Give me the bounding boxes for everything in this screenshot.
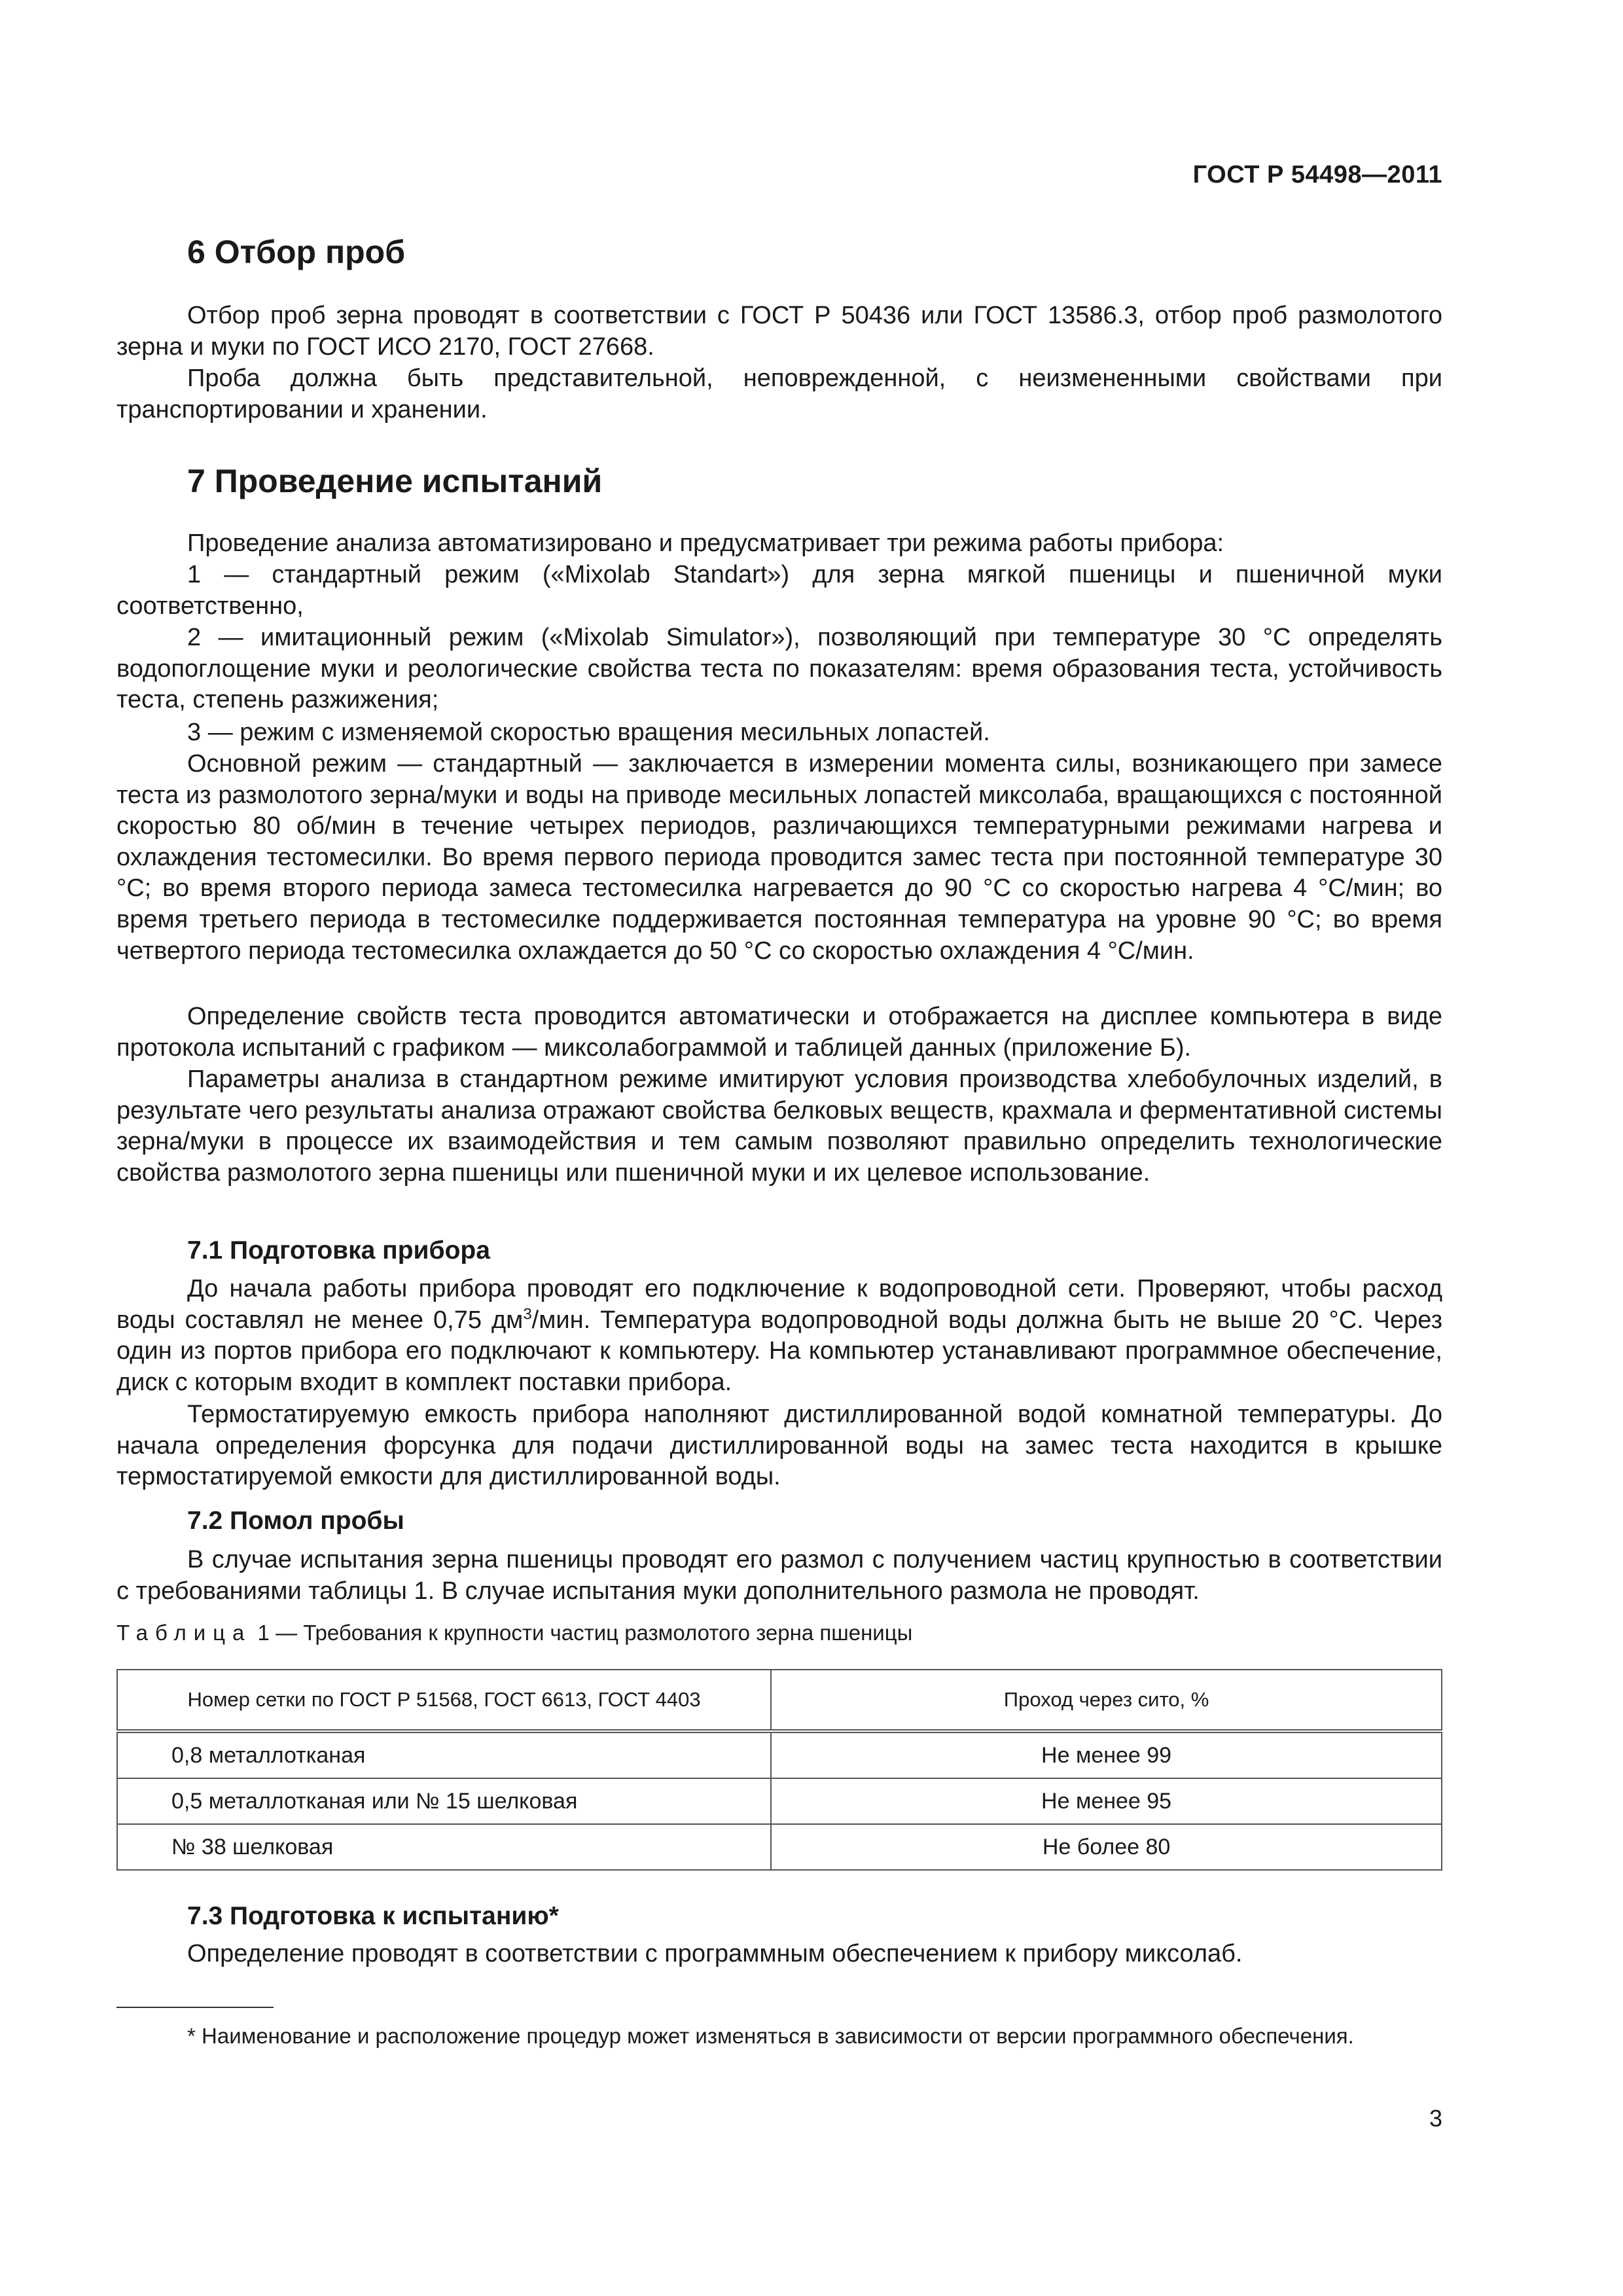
section-6-title: 6 Отбор проб <box>187 234 406 270</box>
section-7-paragraph-5: Основной режим — стандартный — заключается в измерении момента силы, возникающего при замесе теста из размолотого зерна/муки и воды на приводе месильных лопастей миксолаба, вращающихся с постоянной скоростью 80 об/мин в течение четырех периодов, различающихся температурными режимами нагрева и охлаждения тестомесилки. Во время первого периода проводится замес теста при постоянной температуре 30 °С; во время второго периода замеса тестомесилка нагревается до 90 °С со скоростью нагрева 4 °С/мин; во время третьего периода в тестомесилке поддерживается постоянная температура на уровне 90 °С; во время четвертого периода тестомесилка охлаждается до 50 °С со скоростью охлаждения 4 °С/мин. <box>116 750 1442 965</box>
table-cell-pass: Не более 80 <box>771 1824 1442 1870</box>
table-row <box>117 1778 1442 1824</box>
section-7-2-title: 7.2 Помол пробы <box>187 1507 404 1535</box>
section-7-3-title: 7.3 Подготовка к испытанию* <box>187 1902 559 1930</box>
table-cell-mesh: 0,5 металлотканая или № 15 шелковая <box>117 1778 771 1824</box>
section-7-paragraph-4: 3 — режим с изменяемой скоростью вращения месильных лопастей. <box>187 719 990 746</box>
document-code: ГОСТ Р 54498—2011 <box>1192 161 1442 188</box>
section-7-2-paragraph-1: В случае испытания зерна пшеницы проводят его размол с получением частиц крупностью в соответствии с требованиями таблицы 1. В случае испытания муки дополнительного размола не проводят. <box>116 1546 1442 1605</box>
section-7-3-paragraph-1: Определение проводят в соответствии с программным обеспечением к прибору миксолаб. <box>187 1940 1243 1967</box>
table-row <box>117 1824 1442 1870</box>
section-6-paragraph-1: Отбор проб зерна проводят в соответствии с ГОСТ Р 50436 или ГОСТ 13586.3, отбор проб размолотого зерна и муки по ГОСТ ИСО 2170, ГОСТ 27668. <box>116 302 1442 361</box>
footnote-divider <box>116 2007 274 2008</box>
table-header-sieve-pass: Проход через сито, % <box>771 1670 1442 1731</box>
table-cell-mesh: № 38 шелковая <box>117 1824 771 1870</box>
document-page <box>116 0 1442 2296</box>
table-header-row <box>117 1670 1442 1731</box>
section-6-paragraph-2: Проба должна быть представительной, неповрежденной, с неизмененными свойствами при транспортировании и хранении. <box>116 365 1442 423</box>
section-7-paragraph-2: 1 — стандартный режим («Mixolab Standart») для зерна мягкой пшеницы и пшеничной муки соответственно, <box>116 561 1442 620</box>
section-7-1-paragraph-2: Термостатируемую емкость прибора наполняют дистиллированной водой комнатной температуры. До начала определения форсунка для подачи дистиллированной воды на замес теста находится в крышке термостатируемой емкости для дистиллированной воды. <box>116 1401 1442 1491</box>
page-number: 3 <box>1429 2105 1442 2132</box>
footnote: * Наименование и расположение процедур может изменяться в зависимости от версии программного обеспечения. <box>187 2024 1354 2048</box>
table-row <box>117 1731 1442 1778</box>
table-cell-mesh: 0,8 металлотканая <box>117 1731 771 1778</box>
table-1 <box>116 1669 1442 1871</box>
section-7-paragraph-3: 2 — имитационный режим («Mixolab Simulator»), позволяющий при температуре 30 °С определять водопоглощение муки и реологические свойства теста по показателям: время образования теста, устойчивость теста, степень разжижения; <box>116 624 1442 714</box>
section-7-1-title: 7.1 Подготовка прибора <box>187 1236 490 1265</box>
section-7-paragraph-6: Определение свойств теста проводится автоматически и отображается на дисплее компьютера в виде протокола испытаний с графиком — миксолабограммой и таблицей данных (приложение Б). <box>116 1003 1442 1062</box>
table-header-mesh-number: Номер сетки по ГОСТ Р 51568, ГОСТ 6613, ГОСТ 4403 <box>117 1670 771 1731</box>
table-1-caption: Таблица 1 — Требования к крупности частиц размолотого зерна пшеницы <box>116 1621 913 1645</box>
section-7-title: 7 Проведение испытаний <box>187 463 603 499</box>
section-7-paragraph-1: Проведение анализа автоматизировано и предусматривает три режима работы прибора: <box>187 529 1224 557</box>
section-7-1-paragraph-1: До начала работы прибора проводят его подключение к водопроводной сети. Проверяют, чтобы расход воды составлял не менее 0,75 $дм^3$/мин. Температура водопроводной воды должна быть не выше 20 °С. Через один из портов прибора его подключают к компьютеру. На компьютер устанавливают программное обеспечение, диск с которым входит в комплект поставки прибора. <box>116 1275 1443 1396</box>
table-cell-pass: Не менее 95 <box>771 1778 1442 1824</box>
table-cell-pass: Не менее 99 <box>771 1731 1442 1778</box>
section-7-paragraph-7: Параметры анализа в стандартном режиме имитируют условия производства хлебобулочных изделий, в результате чего результаты анализа отражают свойства белковых веществ, крахмала и ферментативной системы зерна/муки в процессе их взаимодействия и тем самым позволяют правильно определить технологические свойства размолотого зерна пшеницы или пшеничной муки и их целевое использование. <box>116 1066 1442 1187</box>
